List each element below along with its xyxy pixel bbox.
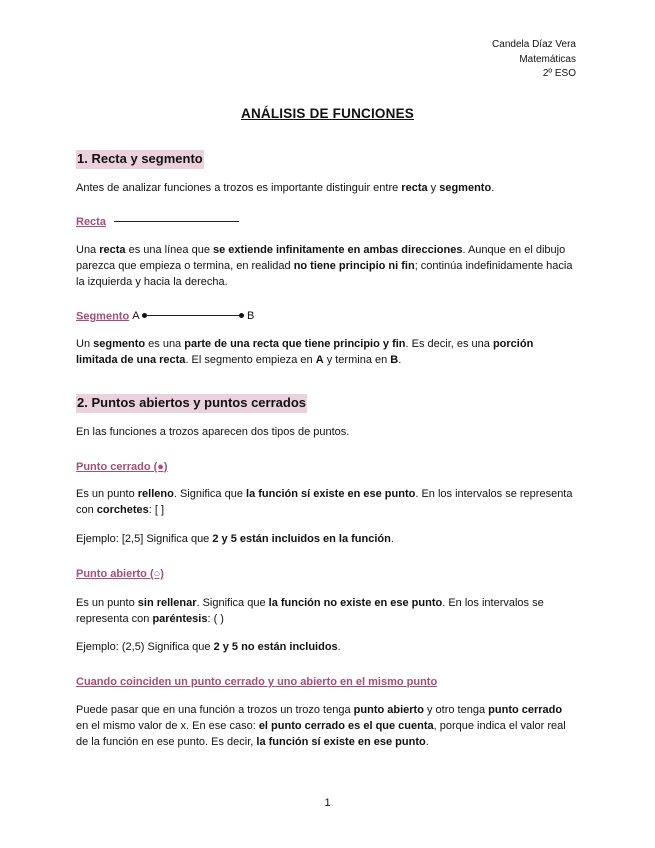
line-illustration xyxy=(114,221,239,222)
text-run: , porque indica el valor real de la función en ese punto. Es decir, xyxy=(76,720,566,748)
coinciden-subheading: Cuando coinciden un punto cerrado y uno abierto en el mismo punto xyxy=(76,676,438,688)
point-b-label: B xyxy=(247,310,255,322)
text-run: . El segmento empieza en xyxy=(185,354,316,366)
bold-run: no tiene principio ni fin xyxy=(293,260,415,272)
bold-run: segmento xyxy=(93,338,146,350)
page-number: 1 xyxy=(324,797,331,809)
section-1-heading: 1. Recta y segmento xyxy=(76,150,204,169)
text-run: . Aunque en el dibujo parezca que empieza o termina, en realidad xyxy=(76,244,566,272)
text-run: Ejemplo: (2,5) Significa que xyxy=(76,641,214,653)
recta-subheading xyxy=(76,215,239,230)
text-run: y xyxy=(427,182,440,194)
bold-run: paréntesis xyxy=(152,613,208,625)
text-run: es una xyxy=(145,338,185,350)
text-run: ; continúa indefinidamente hacia la izquierda y hacia la derecha. xyxy=(76,260,573,288)
punto-abierto-example xyxy=(76,639,576,655)
punto-cerrado-subheading: Punto cerrado (●) xyxy=(76,461,168,473)
bold-run: segmento xyxy=(439,182,492,194)
text-run: es una línea que xyxy=(125,244,214,256)
text-run: Una xyxy=(76,244,100,256)
section-1-intro xyxy=(76,180,576,196)
text-run: y otro tenga xyxy=(423,704,489,716)
coinciden-paragraph xyxy=(76,702,576,750)
bold-run: 2 y 5 no están incluidos xyxy=(213,641,338,653)
recta-label: Recta xyxy=(76,216,106,228)
bold-run: sin rellenar xyxy=(137,597,197,609)
document-title: ANÁLISIS DE FUNCIONES xyxy=(241,106,414,121)
text-run: . xyxy=(491,182,495,194)
bold-run: A xyxy=(315,354,324,366)
recta-paragraph xyxy=(76,242,576,290)
filled-dot-icon xyxy=(239,313,244,318)
section-2-intro: En las funciones a trozos aparecen dos tipos de puntos. xyxy=(76,426,350,438)
course-name: 2º ESO xyxy=(542,68,576,79)
text-run: Es un punto xyxy=(76,488,138,500)
text-run: . xyxy=(390,533,394,545)
author-name: Candela Díaz Vera xyxy=(492,39,576,50)
text-run: . Significa que xyxy=(173,488,247,500)
bold-run: la función sí existe en ese punto xyxy=(256,736,426,748)
text-run: Un xyxy=(76,338,94,350)
bold-run: relleno xyxy=(137,488,174,500)
bold-run: punto abierto xyxy=(353,704,424,716)
bold-run: recta xyxy=(401,182,428,194)
punto-abierto-paragraph xyxy=(76,595,576,627)
segment-illustration xyxy=(132,309,254,324)
text-run: Antes de analizar funciones a trozos es importante distinguir entre xyxy=(76,182,402,194)
bold-run: el punto cerrado es el que cuenta xyxy=(258,720,434,732)
bold-run: se extiende infinitamente en ambas direcciones xyxy=(213,244,463,256)
punto-cerrado-example xyxy=(76,531,576,547)
bold-run: la función no existe en ese punto xyxy=(268,597,443,609)
segmento-subheading xyxy=(76,309,254,324)
bold-run: B xyxy=(390,354,399,366)
subject-name: Matemáticas xyxy=(519,53,576,65)
text-run: Puede pasar que en una función a trozos un trozo tenga xyxy=(76,704,354,716)
punto-cerrado-paragraph xyxy=(76,486,576,518)
text-run: . xyxy=(425,736,429,748)
document-header xyxy=(492,38,576,82)
point-a-label: A xyxy=(132,310,139,322)
text-run: . En los intervalos se representa con xyxy=(76,597,544,625)
text-run: : [ ] xyxy=(148,504,165,516)
text-run: en el mismo valor de x. En ese caso: xyxy=(76,720,259,732)
segmento-paragraph xyxy=(76,336,576,368)
text-run: y termina en xyxy=(323,354,391,366)
text-run: . Significa que xyxy=(196,597,269,609)
bold-run: parte de una recta que tiene principio y fin xyxy=(184,338,406,350)
segment-line xyxy=(147,315,239,316)
section-2-heading: 2. Puntos abiertos y puntos cerrados xyxy=(76,394,307,413)
bold-run: corchetes xyxy=(96,504,149,516)
text-run: . Es decir, es una xyxy=(405,338,493,350)
text-run: : ( ) xyxy=(207,613,224,625)
bold-run: 2 y 5 están incluidos en la función xyxy=(212,533,391,545)
text-run: . xyxy=(398,354,402,366)
bold-run: punto cerrado xyxy=(488,704,563,716)
bold-run: la función sí existe en ese punto xyxy=(246,488,416,500)
punto-abierto-subheading: Punto abierto (○) xyxy=(76,568,164,580)
bold-run: porción limitada de una recta xyxy=(76,338,534,366)
text-run: Ejemplo: [2,5] Significa que xyxy=(76,533,213,545)
text-run: . xyxy=(337,641,341,653)
text-run: . En los intervalos se representa con xyxy=(76,488,573,516)
text-run: Es un punto xyxy=(76,597,138,609)
segmento-label: Segmento xyxy=(76,310,130,323)
bold-run: recta xyxy=(99,244,126,256)
